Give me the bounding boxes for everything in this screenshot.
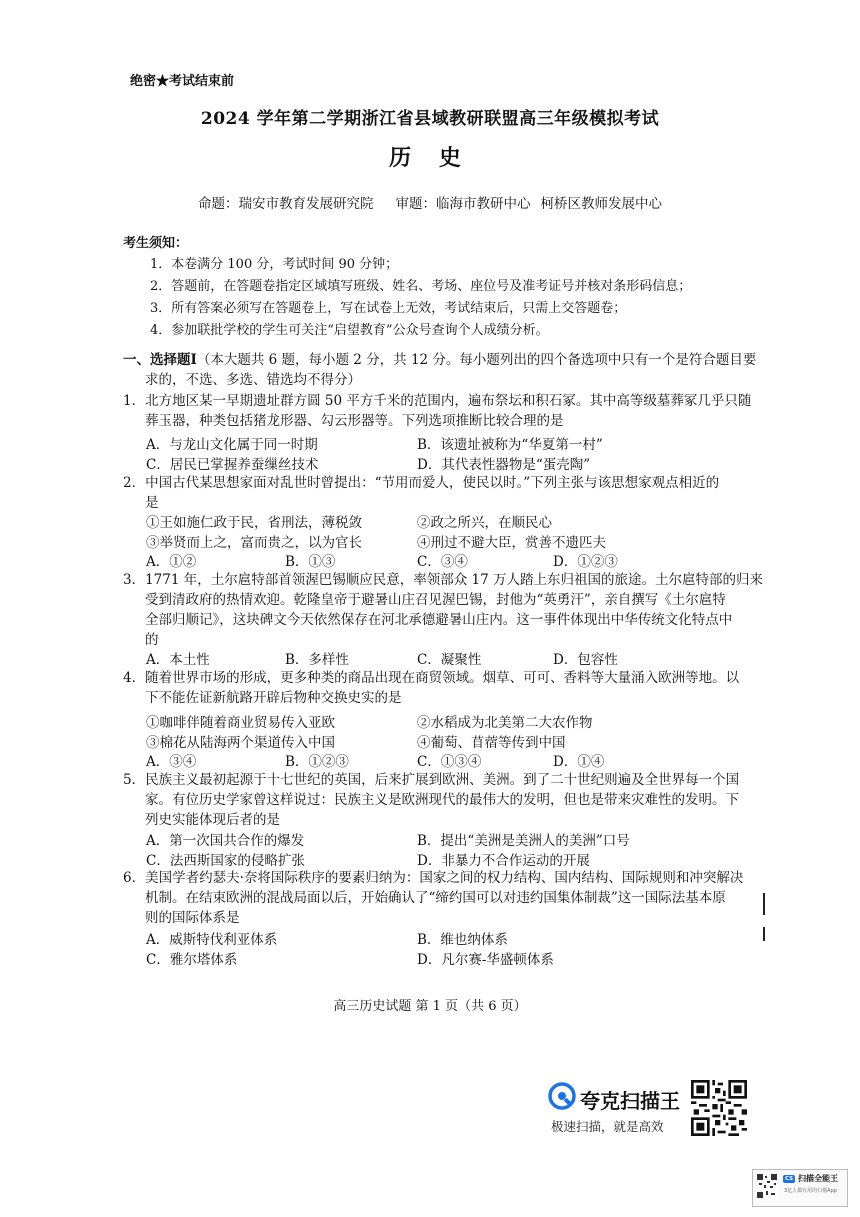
question-stem: 6．美国学者约瑟夫·奈将国际秩序的要素归纳为：国家之间的权力结构、国内结构、国际规则和冲突解决 (123, 870, 744, 886)
scanner-slogan: 极速扫描，就是高效 (551, 1119, 664, 1134)
page-footer: 高三历史试题 第 1 页（共 6 页） (333, 999, 527, 1014)
option-b: B．维也纳体系 (417, 932, 508, 948)
option-c: C．居民已掌握养蚕缫丝技术 (146, 457, 319, 473)
scanner-name: 夸克扫描王 (580, 1089, 680, 1113)
statement-2: ②政之所兴，在顺民心 (417, 515, 552, 531)
option-a: A．威斯特伐利亚体系 (146, 932, 278, 948)
notice-item: 2．答题前，在答题卷指定区域填写班级、姓名、考场、座位号及准考证号并核对条形码信息； (150, 279, 692, 294)
question-6 (123, 868, 768, 928)
option-d: D．其代表性器物是“蛋壳陶” (417, 457, 591, 473)
question-stem: 下不能佐证新航路开辟后物种交换史实的是 (145, 690, 402, 706)
question-stem: 则的国际体系是 (145, 910, 240, 926)
question-stem: 受到清政府的热情欢迎。乾隆皇帝于避暑山庄召见渥巴锡，封他为“英勇汗”，亲自撰写《土尔扈特 (145, 592, 726, 608)
camscanner-sub: 3亿人都在用的扫描App (784, 1188, 837, 1194)
statement-4: ④刑过不避大臣，赏善不遗匹夫 (417, 535, 606, 551)
option-b: B．该遗址被称为“华夏第一村” (417, 437, 603, 453)
statement-3: ③举贤而上之，富而贵之，以为官长 (146, 535, 362, 551)
question-stem: 2．中国古代某思想家面对乱世时曾提出：“节用而爱人，使民以时。”下列主张与该思想家观点相近的 (123, 475, 720, 491)
option-c: C．①③④ (417, 754, 482, 770)
question-stem: 列史实能体现后者的是 (145, 812, 280, 828)
question-stem: 4．随着世界市场的形成，更多种类的商品出现在商贸领域。烟草、可可、香料等大量涌入欧洲等地。以 (123, 670, 740, 686)
reviewer-credit-b: 柯桥区教师发展中心 (540, 196, 662, 212)
statement-1: ①王如施仁政于民，省刑法，薄税敛 (146, 515, 362, 531)
section-intro: （本大题共 6 题，每小题 2 分，共 12 分。每小题列出的四个备选项中只有一个是符合题目要 (196, 352, 757, 368)
question-stem: 1．北方地区某一早期遗址群方圆 50 平方千米的范围内，遍布祭坛和积石冢。其中高等级墓葬冢几乎只随 (123, 393, 752, 409)
section-intro-cont: 求的，不选、多选、错选均不得分） (145, 372, 361, 388)
option-c: C．凝聚性 (417, 652, 482, 668)
option-b: B．多样性 (285, 652, 349, 668)
option-a: A．③④ (146, 754, 197, 770)
option-a: A．第一次国共合作的爆发 (146, 833, 305, 849)
option-d: D．凡尔赛-华盛顿体系 (417, 952, 554, 968)
notice-item: 3．所有答案必须写在答题卷上，写在试卷上无效，考试结束后，只需上交答题卷； (150, 301, 627, 316)
option-a: A．本土性 (146, 652, 210, 668)
question-stem: 3．1771 年，土尔扈特部首领渥巴锡顺应民意，率领部众 17 万人踏上东归祖国的旅途。土尔扈特部的归来 (123, 572, 763, 588)
option-b: B．提出“美洲是美洲人的美洲”口号 (417, 833, 630, 849)
question-stem: 机制。在结束欧洲的混战局面以后，开始确认了“缔约国可以对违约国集体制裁”这一国际法基本原 (145, 890, 726, 906)
exam-title: 2024 学年第二学期浙江省县域教研联盟高三年级模拟考试 (200, 109, 660, 129)
question-stem: 葬玉器，种类包括猪龙形器、勾云形器等。下列选项推断比较合理的是 (145, 413, 564, 429)
option-d: D．非暴力不合作运动的开展 (417, 853, 590, 869)
question-stem: 的 (145, 632, 159, 648)
option-c: C．雅尔塔体系 (146, 952, 238, 968)
option-b: B．①②③ (285, 754, 349, 770)
subject-title: 历 史 (389, 145, 471, 171)
option-a: A．与龙山文化属于同一时期 (146, 437, 318, 453)
option-d: D．①④ (553, 754, 605, 770)
question-2 (123, 473, 768, 513)
section-heading (123, 350, 763, 390)
option-d: D．①②③ (553, 554, 618, 570)
confidential-label: 绝密★考试结束前 (130, 74, 235, 89)
section-label: 一、选择题Ⅰ (123, 352, 197, 368)
question-3 (123, 570, 768, 650)
question-4 (123, 668, 768, 708)
statement-4: ④葡萄、苜蓿等传到中国 (417, 735, 566, 751)
notice-heading: 考生须知： (123, 236, 189, 251)
scan-mark (763, 927, 765, 941)
author-credit: 命题：瑞安市教育发展研究院 (198, 196, 374, 212)
option-b: B．①③ (285, 554, 336, 570)
question-stem: 是 (145, 495, 159, 511)
option-d: D．包容性 (553, 652, 618, 668)
question-stem: 5．民族主义最初起源于十七世纪的英国，后来扩展到欧洲、美洲。到了二十世纪则遍及全世界每一个国 (123, 772, 740, 788)
statement-3: ③棉花从陆海两个渠道传入中国 (146, 735, 335, 751)
reviewer-credit-a: 审题：临海市教研中心 (395, 196, 531, 212)
option-c: C．法西斯国家的侵略扩张 (146, 853, 305, 869)
statement-1: ①咖啡伴随着商业贸易传入亚欧 (146, 715, 335, 731)
mini-qr-icon (756, 1173, 778, 1199)
statement-2: ②水稻成为北美第二大农作物 (417, 715, 593, 731)
camscanner-logo-icon: CS (784, 1176, 794, 1182)
quark-scanner-logo-icon (548, 1082, 576, 1110)
camscanner-name: 扫描全能王 (798, 1174, 838, 1183)
option-c: C．③④ (417, 554, 468, 570)
question-stem: 全部归顺记》，这块碑文今天依然保存在河北承德避暑山庄内。这一事件体现出中华传统文化特点中 (145, 612, 733, 628)
exam-credits (0, 192, 860, 212)
question-5 (123, 770, 768, 830)
scan-mark (763, 893, 765, 915)
question-stem: 家。有位历史学家曾这样说过：民族主义是欧洲现代的最伟大的发明，但也是带来灾难性的发明。下 (145, 792, 739, 808)
option-a: A．①② (146, 554, 197, 570)
notice-item: 1．本卷满分 100 分，考试时间 90 分钟； (150, 257, 399, 272)
question-1 (123, 391, 768, 431)
qr-code-icon (691, 1080, 747, 1136)
notice-item: 4．参加联批学校的学生可关注“启望教育”公众号查询个人成绩分析。 (150, 323, 549, 338)
